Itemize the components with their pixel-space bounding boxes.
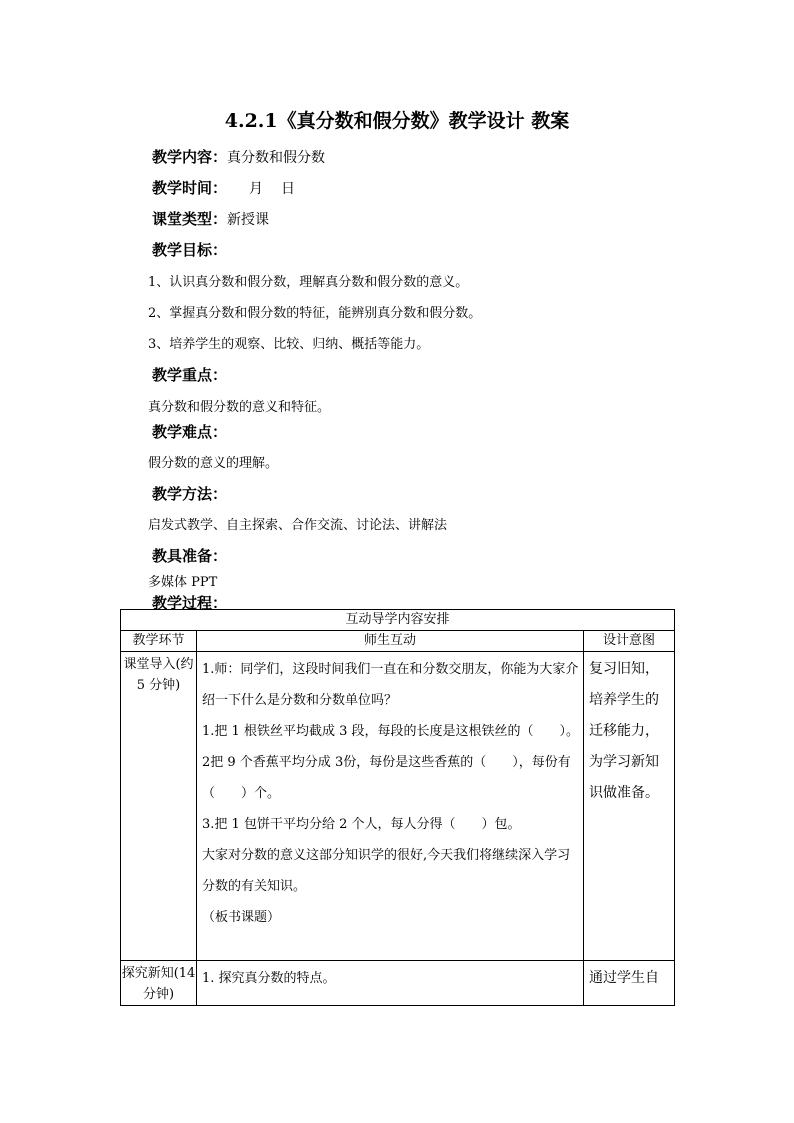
process-table (120, 609, 675, 1006)
type-line (152, 208, 269, 229)
interaction-line: 2把 9 个香蕉平均分成 3份，每份是这些香蕉的（ ），每份有（ ）个。 (202, 755, 571, 801)
interaction-cell (197, 961, 584, 1006)
column-header: 师生互动 (197, 631, 584, 652)
content-line (152, 146, 325, 167)
goal-item: 2、掌握真分数和假分数的特征，能辨别真分数和假分数。 (148, 306, 482, 321)
stage-cell: 课堂导入(约 5 分钟) (121, 652, 197, 961)
interaction-line: 1.把 1 根铁丝平均截成 3 段，每段的长度是这根铁丝的（ ）。 (202, 724, 579, 739)
table-row (121, 961, 675, 1006)
stage-cell: 探究新知(14 分钟) (121, 961, 197, 1006)
intent-cell: 通过学生自 (584, 961, 675, 1006)
tools-label: 教具准备： (152, 547, 228, 565)
interaction-line: 1.师：同学们，这段时间我们一直在和分数交朋友，你能为大家介绍一下什么是分数和分数单位吗？ (202, 662, 579, 708)
methods-label: 教学方法： (152, 485, 228, 503)
content-label: 教学内容： (152, 148, 228, 166)
interaction-line: （板书课题） (202, 910, 281, 925)
methods-value: 启发式教学、自主探索、合作交流、讨论法、讲解法 (148, 518, 448, 533)
time-line (152, 177, 295, 198)
methods-heading (152, 483, 227, 504)
tools-value: 多媒体 PPT (148, 575, 218, 590)
goals-label: 教学目标： (152, 241, 228, 259)
table-caption-row (121, 610, 675, 631)
tools-heading (152, 545, 227, 566)
time-label: 教学时间： (152, 179, 228, 197)
key-points-heading (152, 364, 227, 385)
difficulty-label: 教学难点： (152, 423, 228, 441)
time-month: 月 (249, 181, 264, 197)
column-header: 设计意图 (584, 631, 675, 652)
time-day: 日 (281, 181, 296, 197)
process-label: 教学过程： (152, 594, 228, 612)
type-value: 新授课 (227, 212, 270, 228)
type-label: 课堂类型： (152, 210, 228, 228)
table-header-row (121, 631, 675, 652)
interaction-line: 1. 探究真分数的特点。 (202, 971, 336, 986)
key-points-label: 教学重点： (152, 366, 228, 384)
goal-item: 3、培养学生的观察、比较、归纳、概括等能力。 (148, 337, 430, 352)
content-value: 真分数和假分数 (227, 150, 326, 166)
goals-heading (152, 239, 227, 260)
table-caption: 互动导学内容安排 (121, 610, 675, 631)
goal-item: 1、认识真分数和假分数，理解真分数和假分数的意义。 (148, 275, 469, 290)
intent-cell: 复习旧知，培养学生的迁移能力，为学习新知识做准备。 (584, 652, 675, 961)
difficulty-heading (152, 421, 227, 442)
difficulty-value: 假分数的意义的理解。 (148, 456, 279, 471)
key-points-value: 真分数和假分数的意义和特征。 (148, 400, 331, 415)
document-title: 4.2.1《真分数和假分数》教学设计 教案 (224, 110, 570, 132)
interaction-cell (197, 652, 584, 961)
interaction-line: 大家对分数的意义这部分知识学的很好,今天我们将继续深入学习分数的有关知识。 (202, 848, 571, 894)
interaction-line: 3.把 1 包饼干平均分给 2 个人，每人分得（ ）包。 (202, 817, 521, 832)
column-header: 教学环节 (121, 631, 197, 652)
table-row (121, 652, 675, 961)
